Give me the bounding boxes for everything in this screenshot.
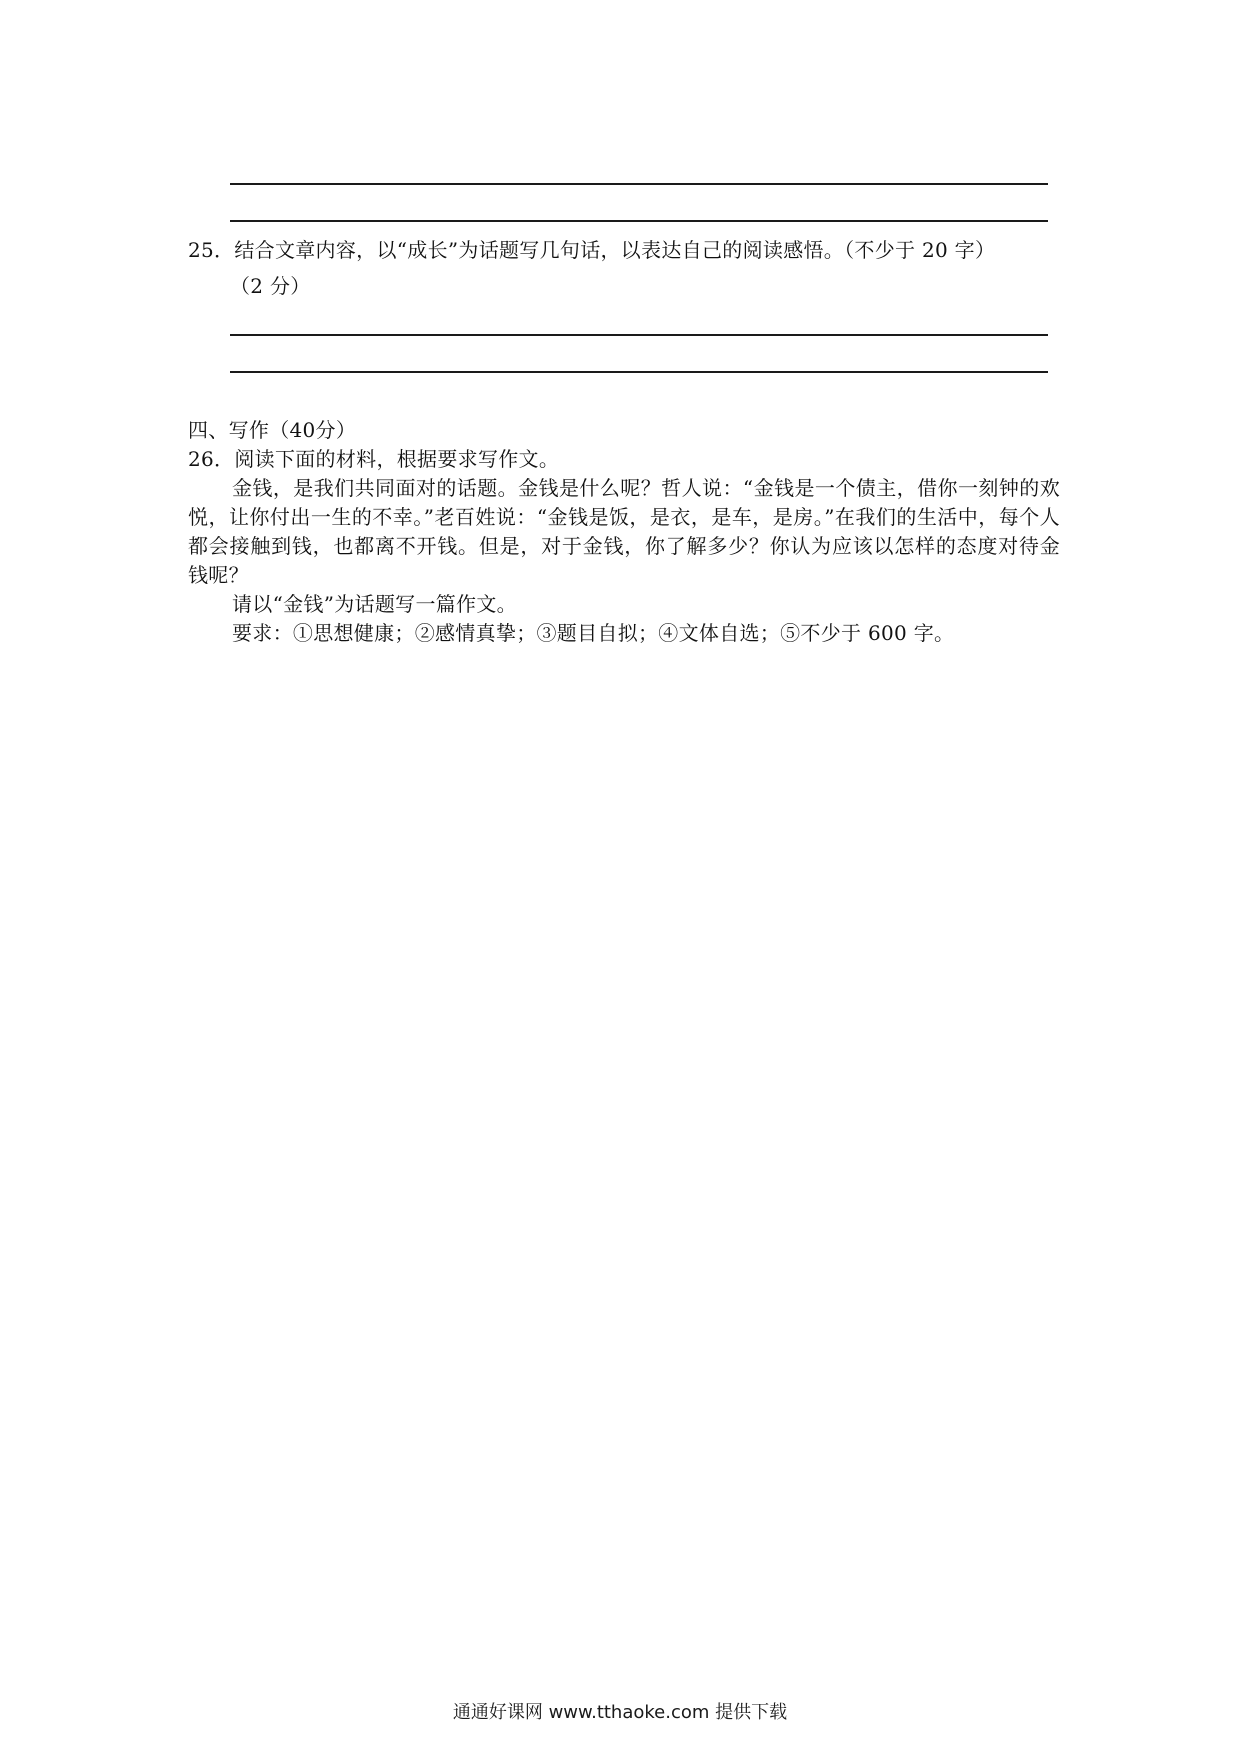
- answer-line: [230, 371, 1048, 373]
- writing-instruction: 请以“金钱”为话题写一篇作文。: [232, 592, 517, 616]
- answer-line: [230, 183, 1048, 185]
- question-25-score: （2 分）: [230, 274, 311, 298]
- answer-line: [230, 220, 1048, 222]
- writing-section-heading: 四、写作（40分）: [188, 418, 357, 442]
- question-26-text: 26．阅读下面的材料，根据要求写作文。: [188, 447, 560, 471]
- writing-material-paragraph: 金钱，是我们共同面对的话题。金钱是什么呢？哲人说：“金钱是一个债主，借你一刻钟的欢悦，让你付出一生的不幸。”老百姓说：“金钱是饭，是衣，是车，是房。”在我们的生活中，每个人都会接触到钱，也都离不开钱。但是，对于金钱，你了解多少？你认为应该以怎样的态度对待金钱呢？: [188, 476, 1060, 587]
- question-25-text: 25．结合文章内容，以“成长”为话题写几句话，以表达自己的阅读感悟。（不少于 20 字）: [188, 238, 996, 262]
- answer-line: [230, 334, 1048, 336]
- page-footer: 通通好课网 www.tthaoke.com 提供下载: [452, 1702, 788, 1723]
- writing-requirements: 要求：①思想健康；②感情真挚；③题目自拟；④文体自选；⑤不少于 600 字。: [232, 621, 955, 645]
